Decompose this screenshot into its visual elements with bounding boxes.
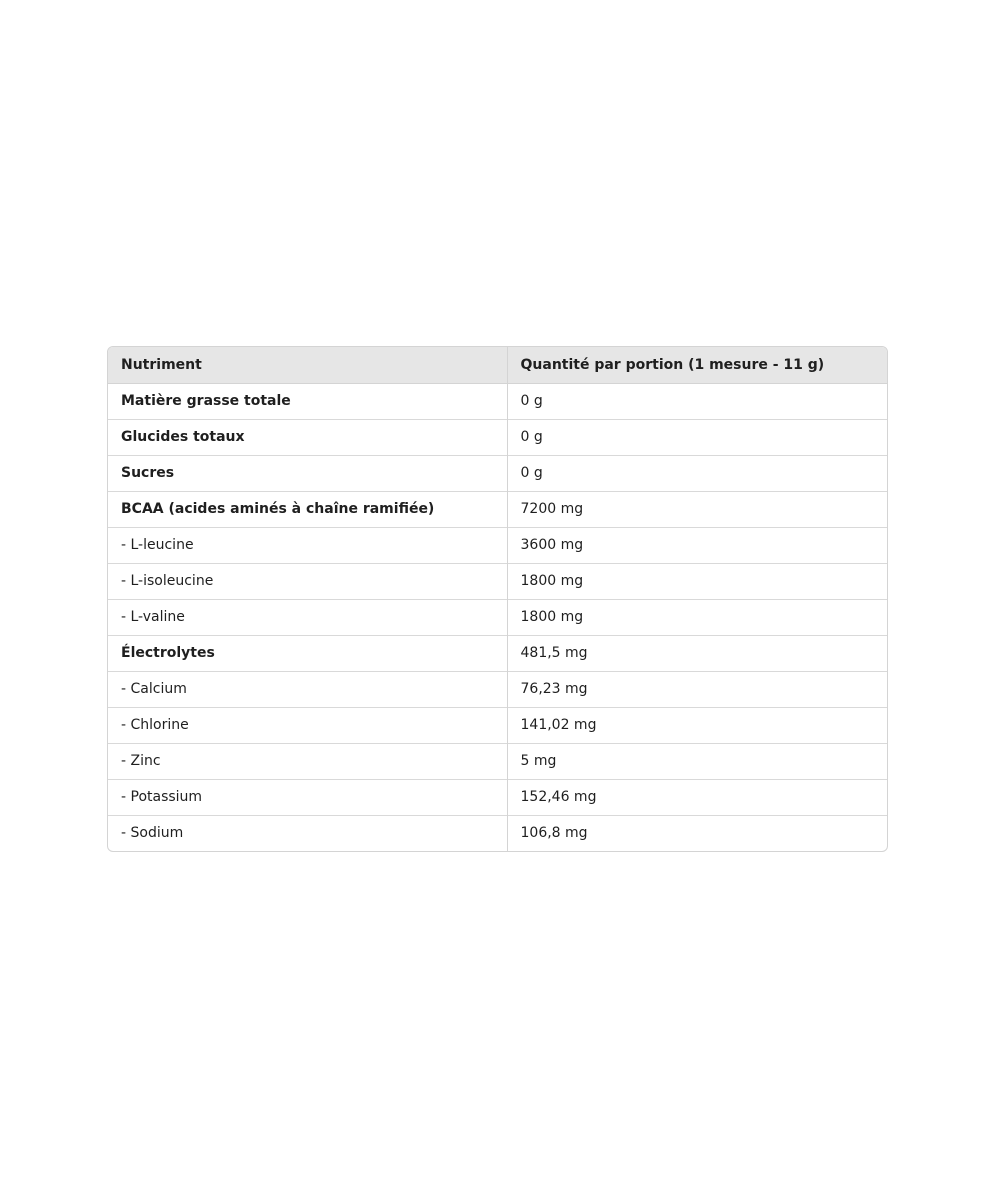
nutrient-cell: Électrolytes (108, 635, 507, 671)
amount-cell: 1800 mg (507, 563, 887, 599)
table-row (108, 779, 887, 815)
nutrient-cell: Glucides totaux (108, 419, 507, 455)
nutrition-table-grid (108, 347, 887, 851)
table-row (108, 743, 887, 779)
amount-cell: 0 g (507, 419, 887, 455)
nutrient-cell: - Potassium (108, 779, 507, 815)
table-row (108, 599, 887, 635)
nutrition-table (107, 346, 888, 852)
amount-cell: 3600 mg (507, 527, 887, 563)
amount-cell: 0 g (507, 455, 887, 491)
nutrient-cell: - Chlorine (108, 707, 507, 743)
nutrient-cell: - L-valine (108, 599, 507, 635)
amount-cell: 0 g (507, 383, 887, 419)
header-row (108, 347, 887, 383)
nutrient-cell: - L-leucine (108, 527, 507, 563)
table-header (108, 347, 887, 383)
table-row (108, 491, 887, 527)
amount-cell: 152,46 mg (507, 779, 887, 815)
nutrient-cell: - Sodium (108, 815, 507, 851)
amount-cell: 1800 mg (507, 599, 887, 635)
table-row (108, 815, 887, 851)
table-row (108, 671, 887, 707)
nutrient-cell: - Zinc (108, 743, 507, 779)
amount-cell: 141,02 mg (507, 707, 887, 743)
table-row (108, 635, 887, 671)
nutrient-cell: Matière grasse totale (121, 393, 291, 409)
amount-cell: 7200 mg (507, 491, 887, 527)
table-row (108, 383, 887, 419)
nutrient-cell: BCAA (acides aminés à chaîne ramifiée) (108, 491, 507, 527)
table-row (108, 707, 887, 743)
nutrient-cell: Sucres (108, 455, 507, 491)
table-row (108, 563, 887, 599)
header-nutrient: Nutriment (108, 347, 507, 383)
table-row (108, 455, 887, 491)
amount-cell: 76,23 mg (507, 671, 887, 707)
table-row (108, 419, 887, 455)
header-amount: Quantité par portion (1 mesure - 11 g) (507, 347, 887, 383)
table-row (108, 527, 887, 563)
nutrient-cell: - Calcium (108, 671, 507, 707)
amount-cell: 5 mg (507, 743, 887, 779)
amount-cell: 481,5 mg (507, 635, 887, 671)
nutrient-cell: - L-isoleucine (108, 563, 507, 599)
amount-cell: 106,8 mg (507, 815, 887, 851)
table-body (108, 383, 887, 851)
